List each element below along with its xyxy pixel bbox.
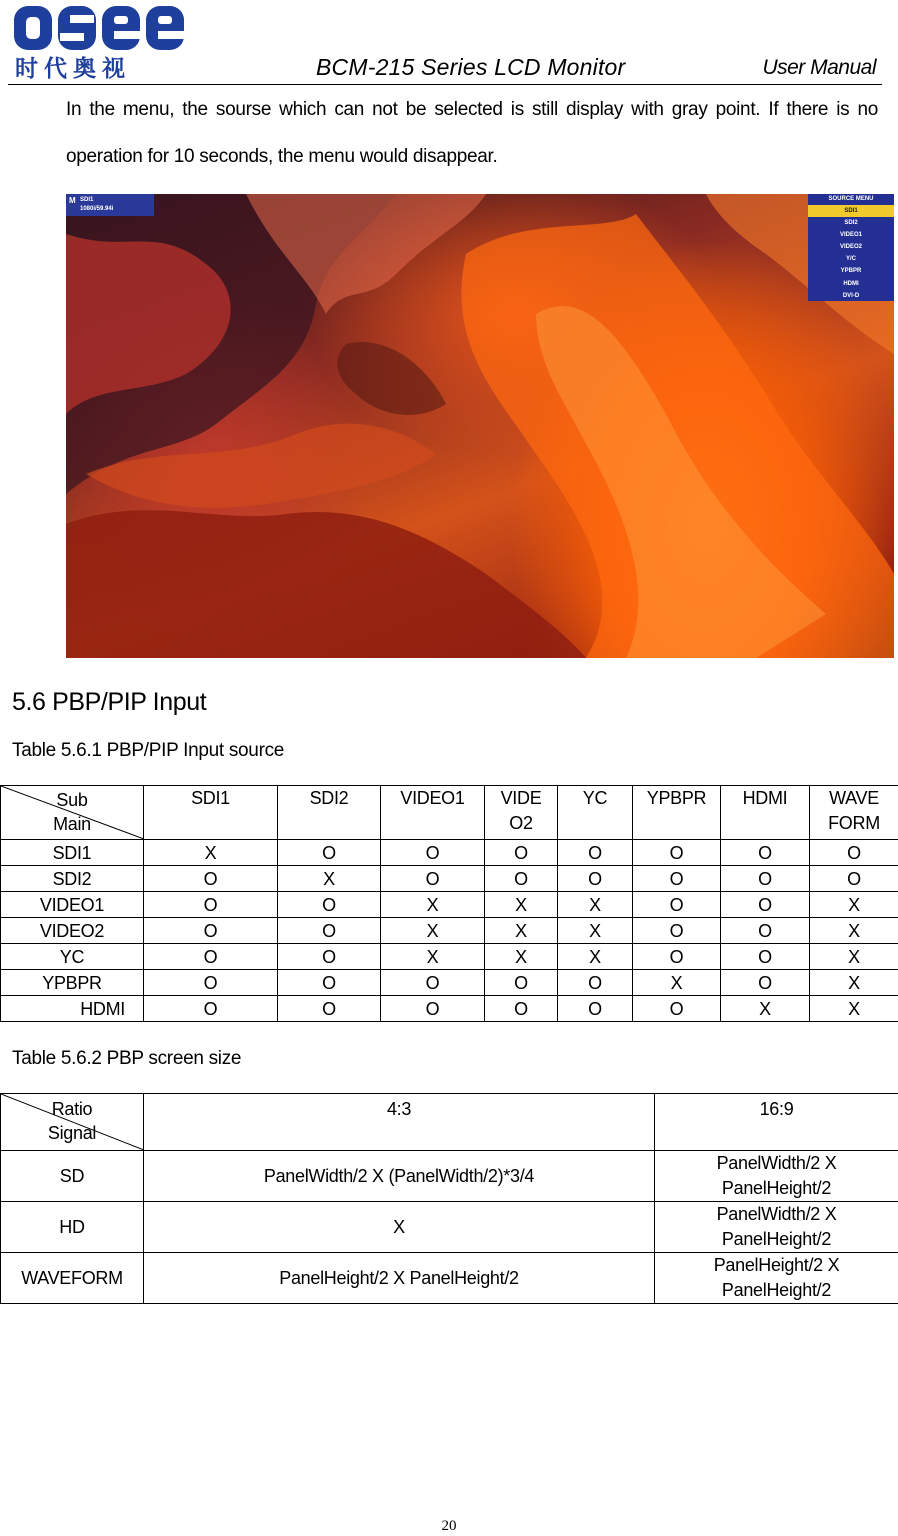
table-cell: O — [485, 970, 558, 996]
corner-label-main: Main — [53, 814, 91, 834]
table-cell: O — [278, 970, 381, 996]
table-cell: X — [485, 918, 558, 944]
column-header: YPBPR — [633, 786, 721, 840]
table-cell: X — [144, 1202, 655, 1253]
table-cell: X — [485, 944, 558, 970]
corner-label-sub: Sub — [56, 790, 88, 810]
source-menu-item[interactable]: YPBPR — [840, 268, 862, 275]
table-cell: O — [381, 996, 485, 1022]
table-row — [1, 970, 898, 996]
table-cell: O — [721, 970, 810, 996]
table-cell: PanelWidth/2 X PanelHeight/2 — [655, 1202, 898, 1253]
source-menu-item[interactable]: VIDEO1 — [839, 232, 862, 239]
table-cell: X — [381, 918, 485, 944]
table-cell: PanelWidth/2 X PanelHeight/2 — [655, 1151, 898, 1202]
svg-text:时代奥视: 时代奥视 — [15, 56, 131, 80]
osd-format-label: 1080i/59.94i — [80, 206, 114, 212]
source-menu-item[interactable]: HDMI — [843, 280, 859, 287]
column-header: SDI1 — [144, 786, 278, 840]
osd-signal-info — [66, 194, 154, 216]
source-menu-item[interactable]: Y/C — [845, 256, 856, 263]
row-label: YPBPR — [1, 970, 144, 996]
table-cell: O — [144, 944, 278, 970]
table-cell: O — [810, 866, 898, 892]
table-row — [1, 866, 898, 892]
table-row — [1, 840, 898, 866]
table1-header-row — [1, 786, 898, 840]
column-header: SDI2 — [278, 786, 381, 840]
table-cell: O — [721, 866, 810, 892]
osd-main-badge: M — [69, 196, 76, 205]
table-row — [1, 1253, 898, 1304]
corner-label-ratio: Ratio — [51, 1099, 93, 1119]
table-cell: X — [810, 996, 898, 1022]
table-cell: O — [278, 944, 381, 970]
table-cell: O — [721, 892, 810, 918]
table-row — [1, 892, 898, 918]
pbp-screen-size-table — [0, 1093, 898, 1304]
table-cell: O — [558, 970, 633, 996]
table-cell: O — [633, 944, 721, 970]
osd-source-label: SDI1 — [80, 197, 94, 203]
table-cell: X — [810, 918, 898, 944]
table-cell: PanelHeight/2 X PanelHeight/2 — [655, 1253, 898, 1304]
table1-corner-cell — [1, 786, 144, 840]
table-cell: X — [144, 840, 278, 866]
source-menu-item[interactable]: SDI1 — [808, 205, 894, 217]
source-menu-item[interactable]: DVI-D — [842, 292, 860, 299]
row-label: SDI1 — [1, 840, 144, 866]
row-label: VIDEO1 — [1, 892, 144, 918]
table-cell: X — [558, 944, 633, 970]
table-cell: O — [485, 996, 558, 1022]
row-label: SDI2 — [1, 866, 144, 892]
table-row — [1, 918, 898, 944]
source-menu-item[interactable]: SDI2 — [844, 220, 858, 227]
table-cell: O — [558, 996, 633, 1022]
source-menu-title: SOURCE MENU — [828, 196, 874, 202]
column-header: YC — [558, 786, 633, 840]
table-cell: O — [558, 840, 633, 866]
corner-label-signal: Signal — [47, 1123, 97, 1143]
table-cell: O — [633, 996, 721, 1022]
column-header: VIDE O2 — [485, 786, 558, 840]
row-label: HD — [1, 1202, 144, 1253]
table-row — [1, 1151, 898, 1202]
column-header: 16:9 — [655, 1094, 898, 1151]
table-row — [1, 944, 898, 970]
table-cell: O — [144, 996, 278, 1022]
canyon-photo — [66, 194, 894, 658]
table-cell: O — [485, 840, 558, 866]
table-cell: X — [558, 918, 633, 944]
table-cell: PanelWidth/2 X (PanelWidth/2)*3/4 — [144, 1151, 655, 1202]
table-cell: O — [633, 892, 721, 918]
row-label: YC — [1, 944, 144, 970]
row-label: SD — [1, 1151, 144, 1202]
table-cell: O — [278, 840, 381, 866]
osee-logo — [12, 4, 187, 80]
table-cell: X — [558, 892, 633, 918]
input-source-table — [0, 785, 898, 1022]
table-cell: X — [485, 892, 558, 918]
column-header: VIDEO1 — [381, 786, 485, 840]
table-cell: O — [721, 918, 810, 944]
column-header: 4:3 — [144, 1094, 655, 1151]
intro-line-1: In the menu, the sourse which can not be selected is still display with gray point. If there is no — [66, 99, 878, 120]
column-header: WAVE FORM — [810, 786, 898, 840]
table-cell: O — [633, 840, 721, 866]
table-cell: O — [144, 970, 278, 996]
section-heading: 5.6 PBP/PIP Input — [12, 688, 207, 716]
table-cell: X — [278, 866, 381, 892]
monitor-screenshot — [66, 194, 894, 658]
intro-line-2: operation for 10 seconds, the menu would disappear. — [66, 146, 498, 167]
header-rule — [8, 84, 882, 85]
table2-header-row — [1, 1094, 898, 1151]
table-cell: O — [381, 866, 485, 892]
table-cell: PanelHeight/2 X PanelHeight/2 — [144, 1253, 655, 1304]
table-cell: O — [381, 840, 485, 866]
table-cell: X — [810, 892, 898, 918]
table-cell: O — [278, 918, 381, 944]
table-cell: O — [633, 866, 721, 892]
table-cell: X — [721, 996, 810, 1022]
table1-caption: Table 5.6.1 PBP/PIP Input source — [12, 740, 285, 761]
table-cell: O — [721, 840, 810, 866]
table-cell: O — [144, 918, 278, 944]
table-cell: X — [810, 970, 898, 996]
table2-corner-cell — [1, 1094, 144, 1151]
table-cell: O — [144, 892, 278, 918]
table-cell: O — [558, 866, 633, 892]
table-cell: X — [381, 944, 485, 970]
source-menu — [808, 194, 894, 301]
row-label: VIDEO2 — [1, 918, 144, 944]
table-cell: O — [810, 840, 898, 866]
table-cell: O — [144, 866, 278, 892]
table-cell: O — [278, 892, 381, 918]
table2-caption: Table 5.6.2 PBP screen size — [12, 1048, 242, 1069]
table-cell: X — [810, 944, 898, 970]
table-cell: O — [278, 996, 381, 1022]
table-cell: O — [721, 944, 810, 970]
table-cell: O — [381, 970, 485, 996]
document-type: User Manual — [762, 56, 876, 79]
table-cell: O — [485, 866, 558, 892]
table-row — [1, 996, 898, 1022]
row-label: HDMI — [1, 996, 144, 1022]
table-cell: X — [633, 970, 721, 996]
row-label: WAVEFORM — [1, 1253, 144, 1304]
table-cell: X — [381, 892, 485, 918]
source-menu-item[interactable]: VIDEO2 — [839, 244, 862, 251]
document-title: BCM-215 Series LCD Monitor — [316, 54, 626, 80]
table-cell: O — [633, 918, 721, 944]
page-number: 20 — [441, 1518, 457, 1534]
column-header: HDMI — [721, 786, 810, 840]
table-row — [1, 1202, 898, 1253]
